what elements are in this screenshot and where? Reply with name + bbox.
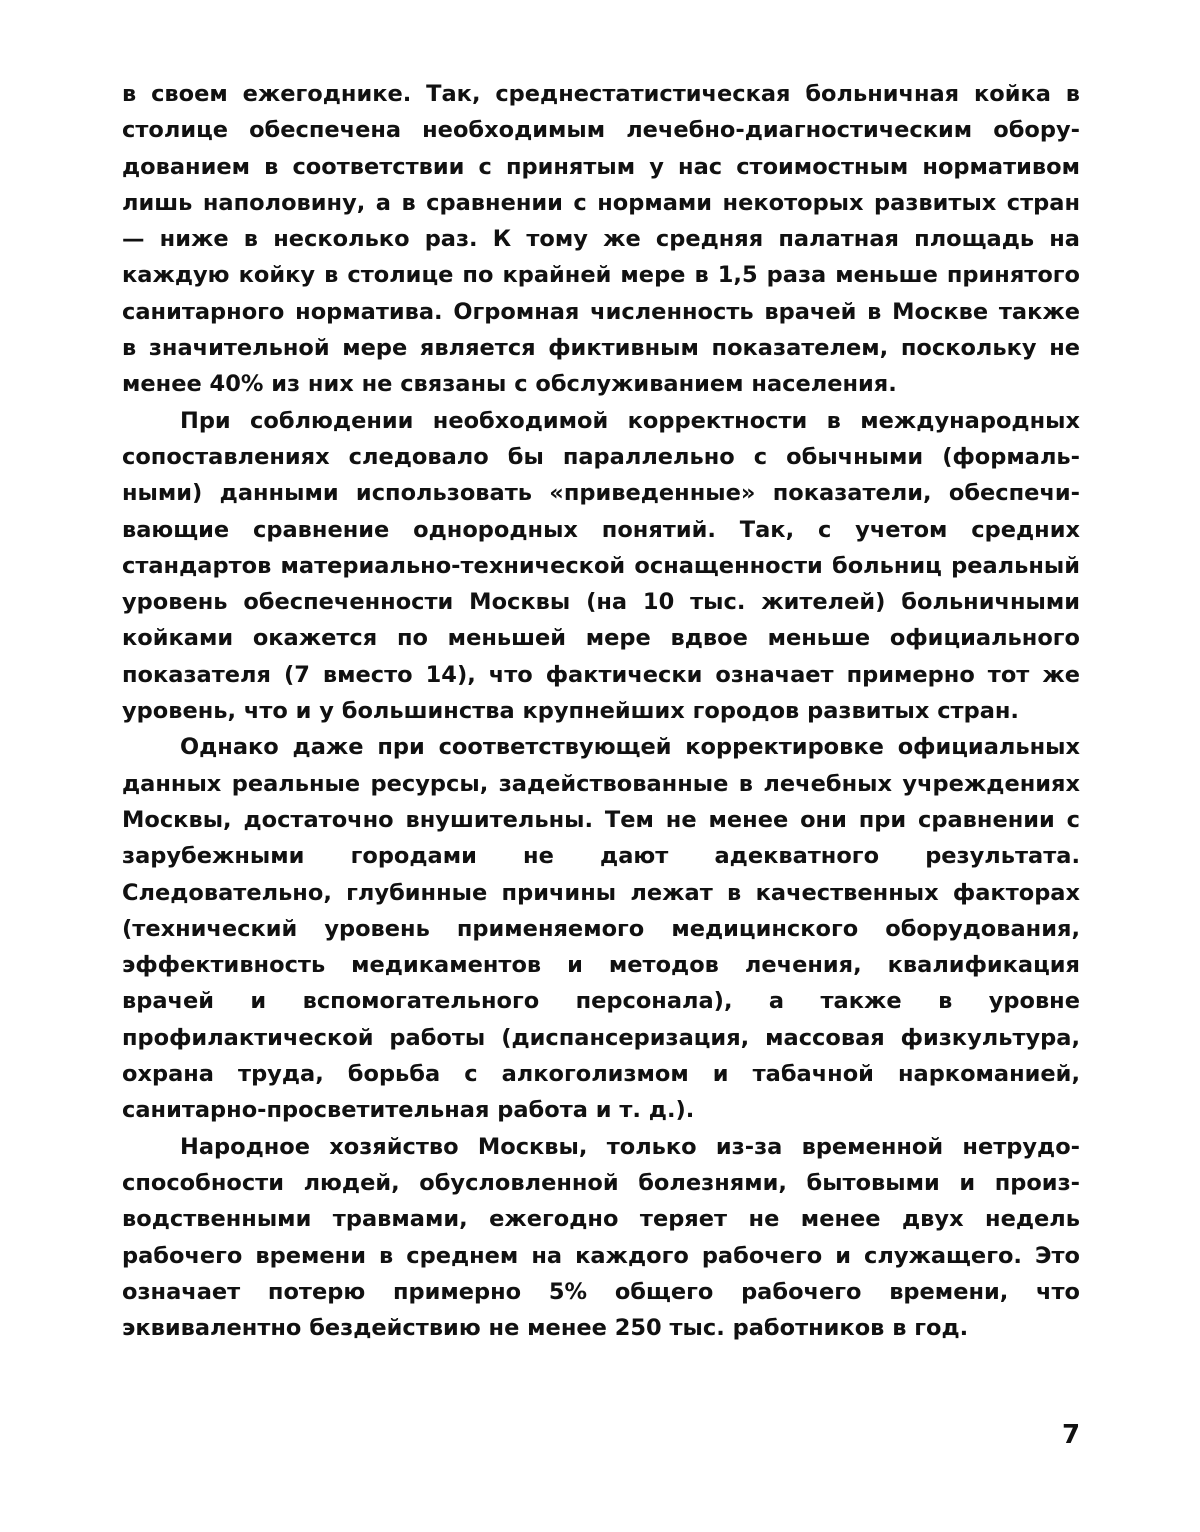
paragraph-2: При соблюдении необходимой корректности в международных сопоставлениях следовало бы параллельно с обычными (формальными) данными использовать «приведенные» показатели, обеспечивающие сравнение однородных понятий. Так, с учетом средних стандартов материально-технической оснащенности больниц реальный уровень обеспеченности Москвы (на 10 тыс. жителей) больничными койками окажется по меньшей мере вдвое меньше официального показателя (7 вместо 14), что фактически означает примерно тот же уровень, что и у большинства крупнейших городов развитых стран. [122, 407, 1080, 725]
paragraph-3: Однако даже при соответствующей корректировке официальных данных реальные ресурсы, задействованные в лечебных учреждениях Москвы, достаточно внушительны. Тем не менее они при сравнении с зарубежными городами не дают адекватного результата. Следовательно, глубинные причины лежат в качественных факторах (технический уровень применяемого медицинского оборудования, эффективность медикаментов и методов лечения, квалификация врачей и вспомогательного персонала), а также в уровне профилактической работы (диспансеризация, массовая физкультура, охрана труда, борьба с алкоголизмом и табачной наркоманией, санитарно-просветительная работа и т. д.). [122, 734, 1080, 1124]
page-number: 7 [1062, 1420, 1081, 1450]
body-text [122, 76, 1080, 1346]
paragraph-1: в своем ежегоднике. Так, среднестатистическая больничная койка в столице обеспечена необходимым лечебно-диагностическим оборудованием в соответствии с принятым у нас стоимостным нормативом лишь наполовину, а в сравнении с нормами некоторых развитых стран — ниже в несколько раз. К тому же средняя палатная площадь на каждую койку в столице по крайней мере в 1,5 раза меньше принятого санитарного норматива. Огромная численность врачей в Москве также в значительной мере является фиктивным показателем, поскольку не менее 40% из них не связаны с обслуживанием населения. [122, 81, 1080, 398]
paragraph-4: Народное хозяйство Москвы, только из-за временной нетрудоспособности людей, обусловленной болезнями, бытовыми и производственными травмами, ежегодно теряет не менее двух недель рабочего времени в среднем на каждого рабочего и служащего. Это означает потерю примерно 5% общего рабочего времени, что эквивалентно бездействию не менее 250 тыс. работников в год. [122, 1133, 1080, 1342]
